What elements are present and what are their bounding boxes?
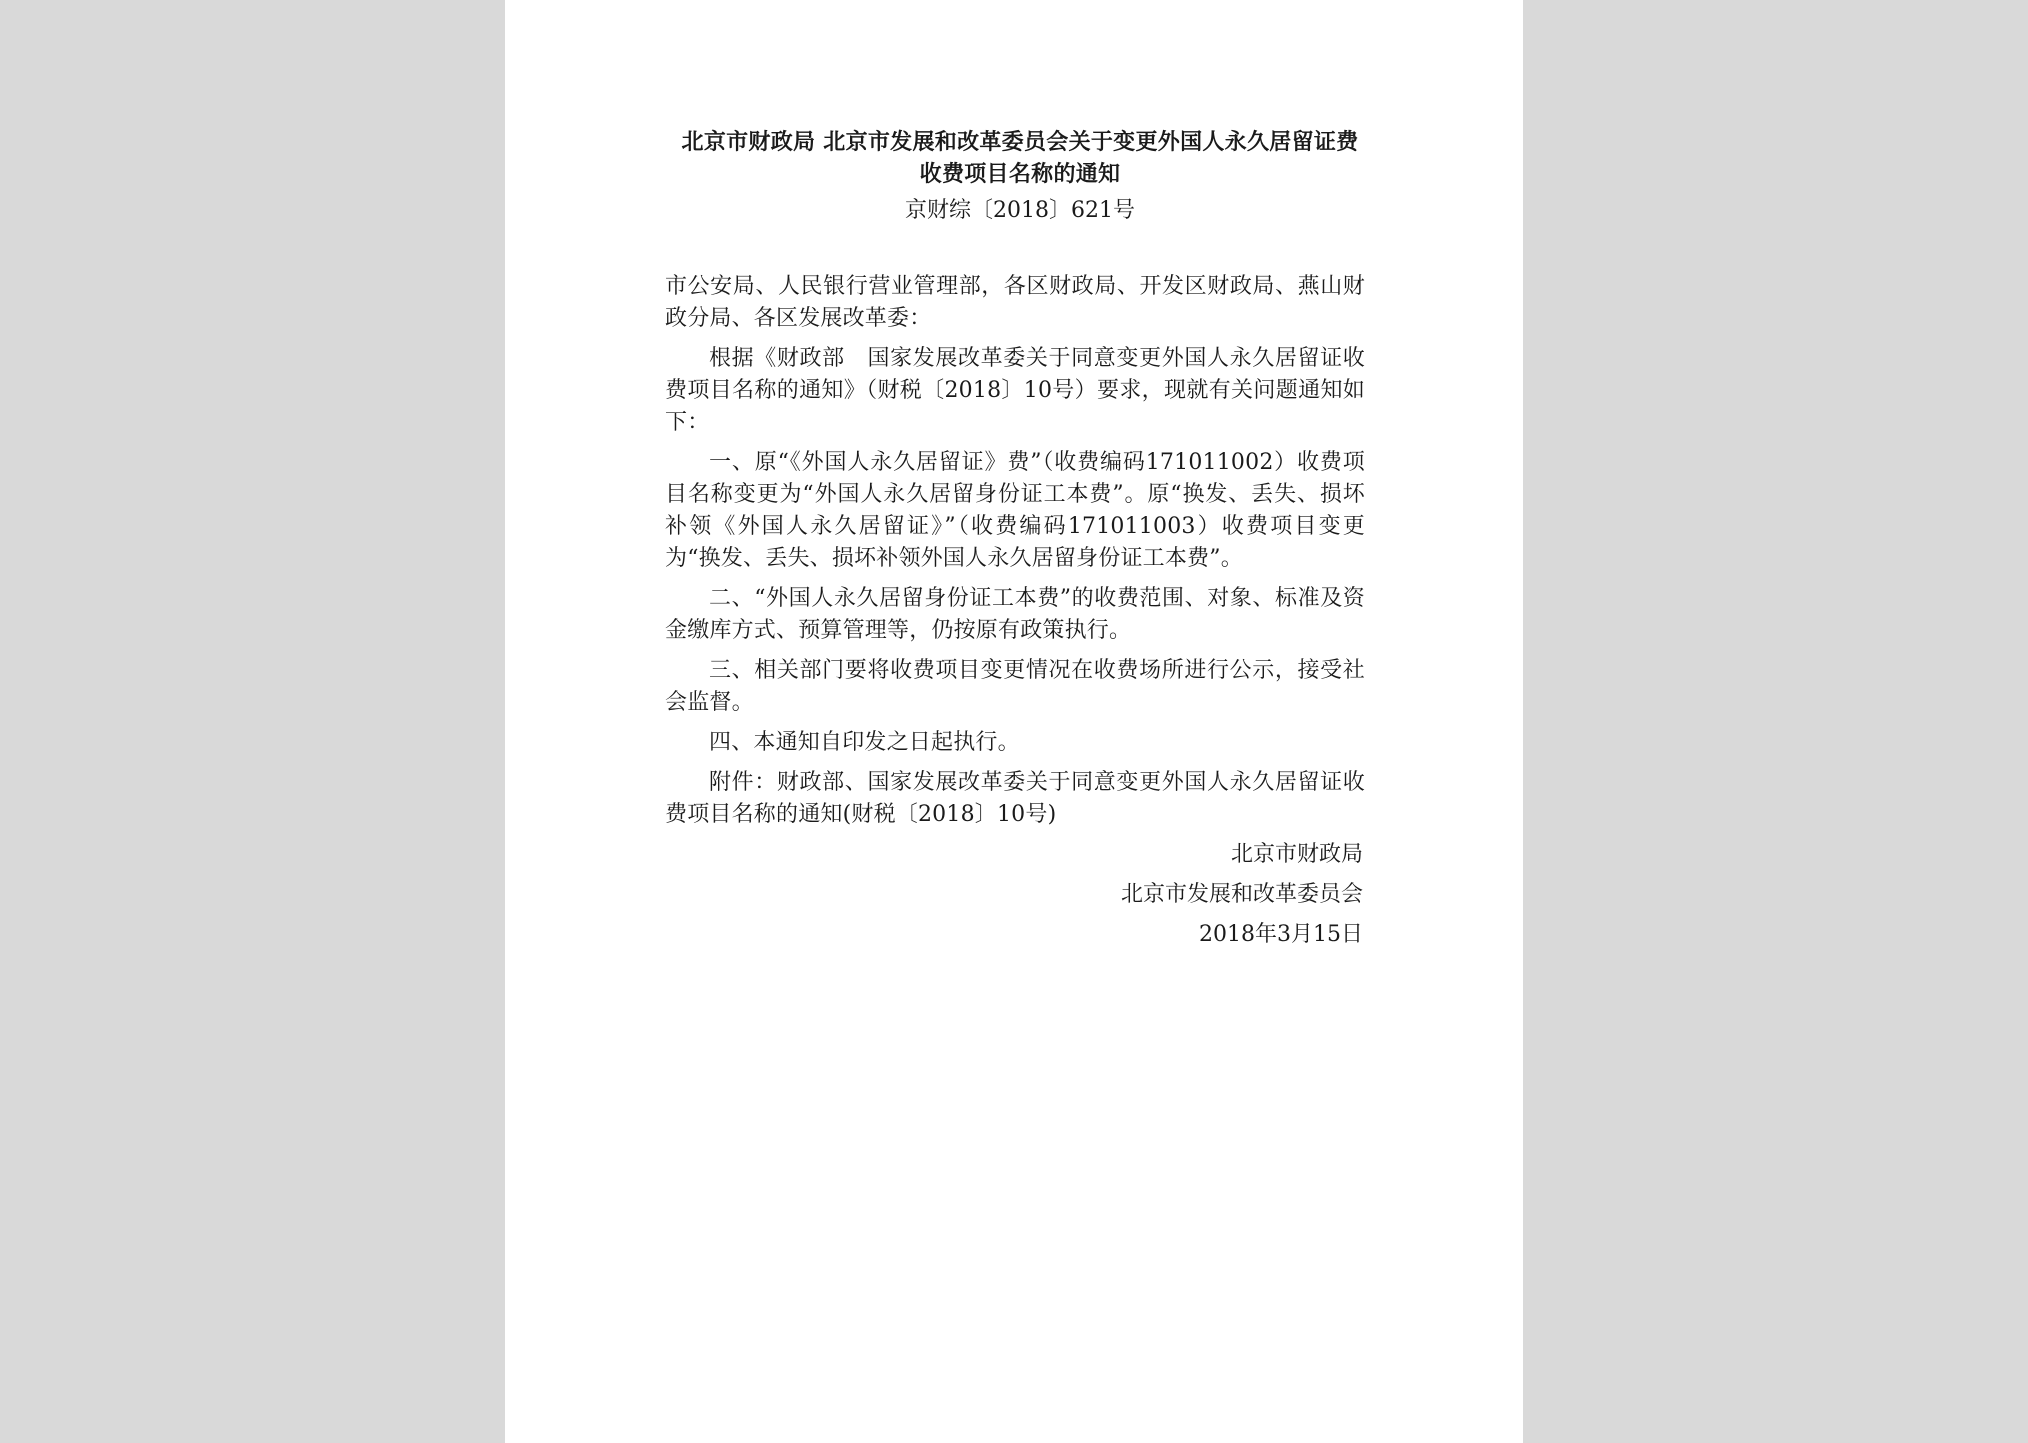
- paragraph-intro: 根据《财政部 国家发展改革委关于同意变更外国人永久居留证收费项目名称的通知》（财税〔2018〕10号）要求，现就有关问题通知如下：: [665, 346, 1365, 435]
- addressee-line: 市公安局、人民银行营业管理部，各区财政局、开发区财政局、燕山财政分局、各区发展改革委：: [665, 274, 1365, 331]
- document-date: 2018年3月15日: [1199, 922, 1363, 947]
- document-title: 北京市财政局 北京市发展和改革委员会关于变更外国人永久居留证费收费项目名称的通知: [681, 129, 1359, 187]
- paragraph-item-2: 二、“外国人永久居留身份证工本费”的收费范围、对象、标准及资金缴库方式、预算管理等，仍按原有政策执行。: [665, 586, 1365, 643]
- document-number: 京财综〔2018〕621号: [905, 198, 1135, 223]
- paragraph-item-3: 三、相关部门要将收费项目变更情况在收费场所进行公示，接受社会监督。: [665, 658, 1365, 715]
- signature-finance-bureau: 北京市财政局: [1230, 842, 1363, 867]
- document-content: [665, 126, 1365, 959]
- signature-development-commission: 北京市发展和改革委员会: [1120, 882, 1363, 907]
- attachment-note: 附件：财政部、国家发展改革委关于同意变更外国人永久居留证收费项目名称的通知(财税〔2018〕10号): [665, 770, 1365, 827]
- paragraph-item-4: 四、本通知自印发之日起执行。: [709, 730, 1020, 755]
- paragraph-item-1: 一、原“《外国人永久居留证》费”（收费编码171011002）收费项目名称变更为“外国人永久居留身份证工本费”。原“换发、丢失、损坏补领《外国人永久居留证》”（收费编码171011003）收费项目变更为“换发、丢失、损坏补领外国人永久居留身份证工本费”。: [665, 450, 1365, 571]
- document-page: [505, 0, 1523, 1443]
- document-body: [665, 271, 1365, 951]
